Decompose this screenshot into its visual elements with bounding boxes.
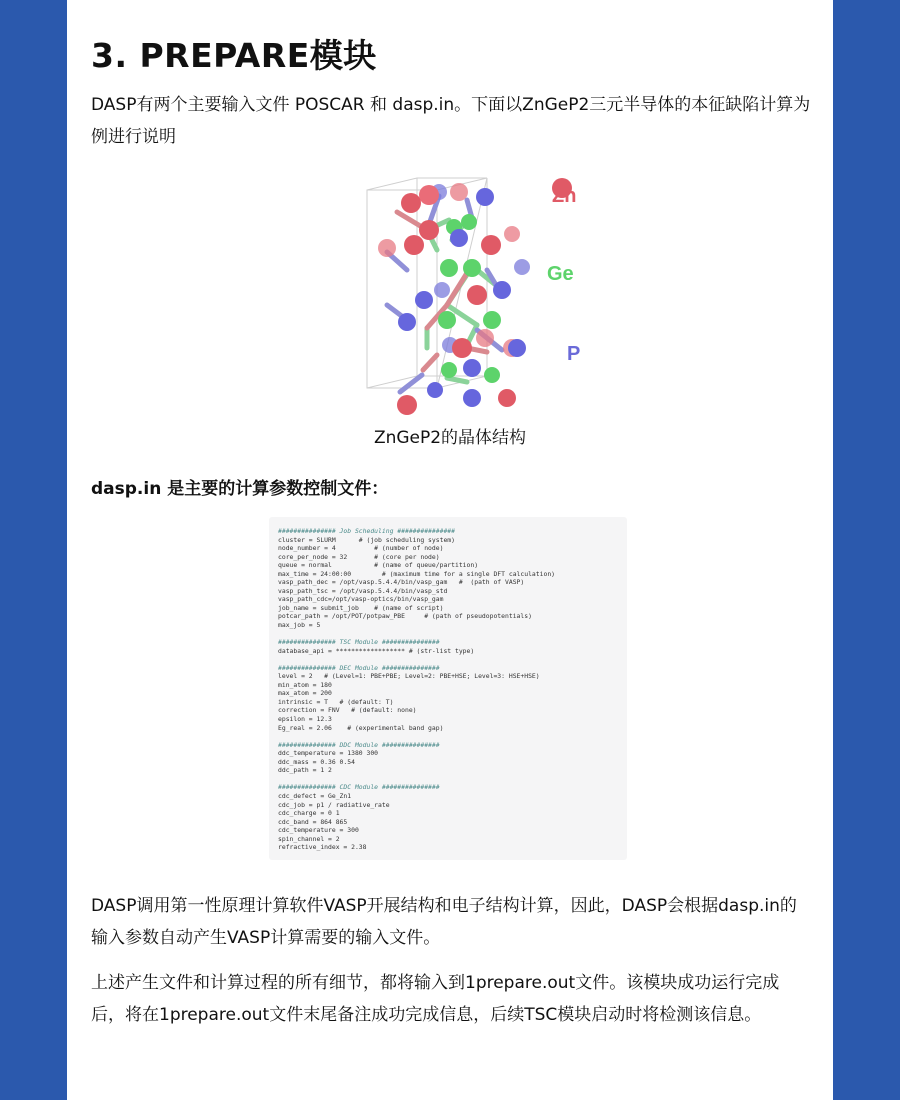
code-line: core_per_node = 32 # (core per node) xyxy=(278,552,440,561)
code-line: cdc_defect = Ge_Zn1 xyxy=(278,791,352,800)
code-line: epsilon = 12.3 xyxy=(278,715,332,724)
code-line: ddc_mass = 0.36 0.54 xyxy=(278,757,355,766)
code-line: job_name = submit_job # (name of script) xyxy=(278,603,444,612)
paragraph-vasp: DASP调用第一性原理计算软件VASP开展结构和电子结构计算，因此，DASP会根据dasp.in的输入参数自动产生VASP计算需要的输入文件。 xyxy=(91,896,797,948)
code-line: queue = normal # (name of queue/partition) xyxy=(278,561,479,570)
code-line: min_atom = 180 xyxy=(278,680,332,689)
code-line: ############### TSC Module ############### xyxy=(278,638,440,647)
code-line: ############### Job Scheduling ############### xyxy=(278,527,455,535)
code-line xyxy=(278,630,619,639)
code-line xyxy=(278,655,619,664)
config-heading: dasp.in 是主要的计算参数控制文件： xyxy=(91,479,389,499)
code-line: intrinsic = T # (default: T) xyxy=(278,697,394,706)
code-line: max_job = 5 xyxy=(278,621,321,630)
code-line: ############### CDC Module ############### xyxy=(278,783,440,792)
figure-caption: ZnGeP2的晶体结构 xyxy=(373,428,527,448)
code-line: vasp_path_tsc = /opt/vasp.5.4.4/bin/vasp_std xyxy=(278,586,448,595)
code-block xyxy=(269,517,627,860)
code-line: ############### DDC Module ############### xyxy=(278,740,440,749)
section-title: 3. PREPARE模块 xyxy=(91,36,377,75)
code-line: ddc_path = 1 2 xyxy=(278,766,332,775)
code-line xyxy=(278,775,619,784)
code-line: Eg_real = 2.06 # (experimental band gap) xyxy=(278,723,444,732)
code-line: node_number = 4 # (number of node) xyxy=(278,544,444,553)
code-line: potcar_path = /opt/POT/potpaw_PBE # (path of pseudopotentials) xyxy=(278,612,532,621)
paragraph-prepare-out: 上述产生文件和计算过程的所有细节，都将输入到1prepare.out文件。该模块成功运行完成后，将在1prepare.out文件末尾备注成功完成信息，后续TSC模块启动时将检测该信息。 xyxy=(91,973,780,1025)
code-line: level = 2 # (Level=1: PBE+PBE; Level=2: PBE+HSE; Level=3: HSE+HSE) xyxy=(278,672,540,681)
code-line: max_atom = 200 xyxy=(278,689,332,698)
intro-paragraph: DASP有两个主要输入文件 POSCAR 和 dasp.in。下面以ZnGeP2三元半导体的本征缺陷计算为例进行说明 xyxy=(91,95,811,147)
code-line: cdc_job = p1 / radiative_rate xyxy=(278,800,390,809)
code-line: cdc_charge = 0 1 xyxy=(278,809,340,818)
crystal-structure-figure xyxy=(337,170,581,420)
code-line: vasp_path_cdc=/opt/vasp-optics/bin/vasp_gam xyxy=(278,595,444,604)
code-line: max_time = 24:00:00 # (maximum time for a single DFT calculation) xyxy=(278,569,556,578)
code-line: database_api = ****************** # (str-list type) xyxy=(278,646,475,655)
code-line: cdc_band = 864 865 xyxy=(278,817,348,826)
label-zn: Zn xyxy=(552,185,577,207)
code-line: ############### DEC Module ############### xyxy=(278,663,440,672)
label-p: P xyxy=(567,343,581,365)
code-line xyxy=(278,732,619,741)
code-line: cdc_temperature = 300 xyxy=(278,826,359,835)
code-line: vasp_path_dec = /opt/vasp.5.4.4/bin/vasp_gam # (path of VASP) xyxy=(278,578,525,587)
code-line: spin_channel = 2 xyxy=(278,834,340,843)
code-line: cluster = SLURM # (job scheduling system) xyxy=(278,535,455,544)
document-page xyxy=(67,0,833,1100)
code-line: correction = FNV # (default: none) xyxy=(278,706,417,715)
code-line: refractive_index = 2.38 xyxy=(278,843,367,852)
label-ge: Ge xyxy=(547,263,574,285)
code-line: ddc_temperature = 1380 300 xyxy=(278,749,379,758)
